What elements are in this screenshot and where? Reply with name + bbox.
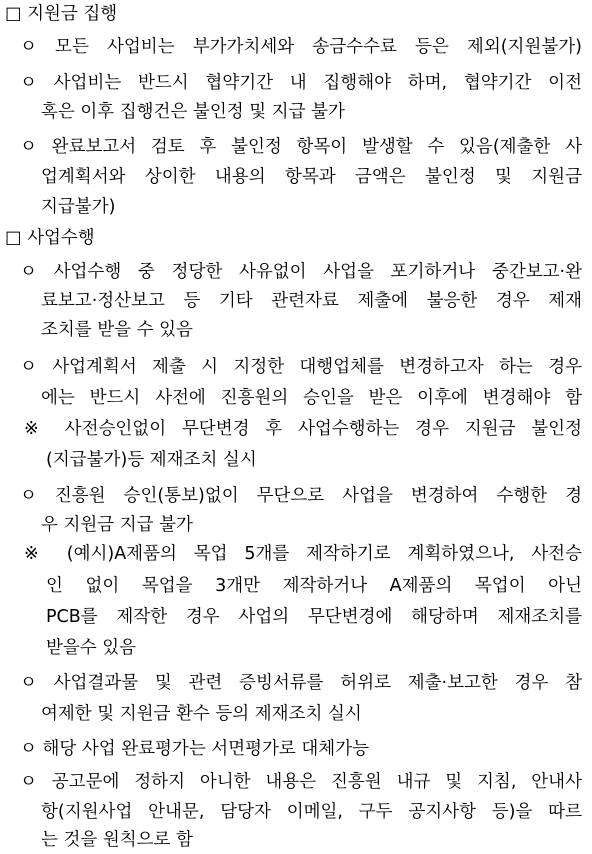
- bullet-line: ㅇ 사업결과물 및 관련 증빙서류를 허위로 제출·보고한 경우 참: [20, 673, 582, 693]
- bullet-line: ㅇ 공고문에 정하지 아니한 내용은 진흥원 내규 및 지침, 안내사: [20, 772, 582, 792]
- bullet-continuation-line: 에는 반드시 사전에 진흥원의 승인을 받은 이후에 변경해야 함: [41, 388, 582, 408]
- bullet-continuation-line: 항(지원사업 안내문, 담당자 이메일, 구두 공지사항 등)을 따르: [41, 802, 582, 822]
- bullet-line: ㅇ 해당 사업 완료평가는 서면평가로 대체가능: [20, 739, 370, 759]
- bullet-continuation-line: 료보고·정산보고 등 기타 관련자료 제출에 불응한 경우 제재: [41, 291, 582, 311]
- bullet-line: ㅇ 사업수행 중 정당한 사유없이 사업을 포기하거나 중간보고·완: [20, 262, 582, 282]
- bullet-line: ㅇ 진흥원 승인(통보)없이 무단으로 사업을 변경하여 수행한 경: [20, 486, 582, 506]
- note-continuation-line: PCB를 제작한 경우 사업의 무단변경에 해당하며 제재조치를: [46, 607, 582, 627]
- bullet-continuation-line: 우 지원금 지급 불가: [41, 515, 193, 535]
- note-continuation-line: (지급불가)등 제재조치 실시: [46, 450, 257, 470]
- bullet-continuation-line: 혹은 이후 집행건은 불인정 및 지급 불가: [41, 102, 345, 122]
- bullet-line: ㅇ 사업비는 반드시 협약기간 내 집행해야 하며, 협약기간 이전: [20, 73, 582, 93]
- bullet-continuation-line: 조치를 받을 수 있음: [41, 320, 193, 340]
- section-heading-fund-execution: □ 지원금 집행: [5, 4, 118, 24]
- note-continuation-line: 인 없이 목업을 3개만 제작하거나 A제품의 목업이 아닌: [46, 576, 582, 596]
- note-line: ※ 사전승인없이 무단변경 후 사업수행하는 경우 지원금 불인정: [24, 419, 582, 439]
- bullet-continuation-line: 여제한 및 지원금 환수 등의 제재조치 실시: [41, 704, 362, 724]
- bullet-continuation-line: 업계획서와 상이한 내용의 항목과 금액은 불인정 및 지원금: [41, 167, 582, 187]
- note-line: ※ (예시)A제품의 목업 5개를 제작하기로 계획하였으나, 사전승: [24, 544, 582, 564]
- note-continuation-line: 받을수 있음: [46, 638, 137, 658]
- bullet-line: ㅇ 사업계획서 제출 시 지정한 대행업체를 변경하고자 하는 경우: [20, 357, 582, 377]
- section-heading-project-execution: □ 사업수행: [5, 228, 95, 248]
- bullet-continuation-line: 는 것을 원칙으로 함: [41, 830, 193, 850]
- bullet-line: ㅇ 모든 사업비는 부가가치세와 송금수수료 등은 제외(지원불가): [20, 37, 582, 57]
- bullet-continuation-line: 지급불가): [41, 197, 116, 217]
- bullet-line: ㅇ 완료보고서 검토 후 불인정 항목이 발생할 수 있음(제출한 사: [20, 137, 582, 157]
